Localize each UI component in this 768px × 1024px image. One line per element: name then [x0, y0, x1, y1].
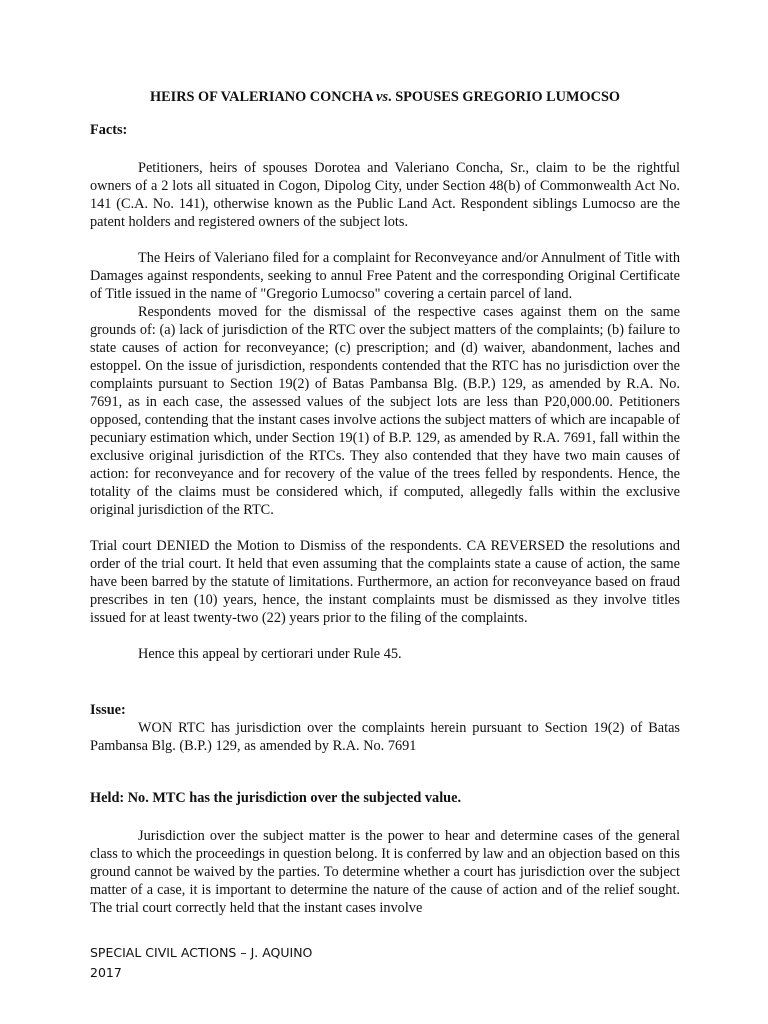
issue-paragraph: WON RTC has jurisdiction over the complaints herein pursuant to Section 19(2) of Batas Pambansa Blg. (B.P.) 129, as amended by R.A. No. 7691 — [90, 720, 680, 754]
facts-paragraph-5: Hence this appeal by certiorari under Rule 45. — [138, 646, 402, 662]
facts-heading: Facts: — [90, 122, 128, 138]
footer-year: 2017 — [90, 965, 122, 980]
facts-paragraph-1: Petitioners, heirs of spouses Dorotea and Valeriano Concha, Sr., claim to be the rightful owners of a 2 lots all situated in Cogon, Dipolog City, under Section 48(b) of Commonwealth Act No. 141 (C.A. No. 141), otherwise known as the Public Land Act. Respondent siblings Lumocso are the patent holders and registered owners of the subject lots. — [90, 160, 680, 230]
issue-heading: Issue: — [90, 702, 126, 718]
case-title-dot: . — [388, 89, 392, 105]
case-title-respondent: SPOUSES GREGORIO LUMOCSO — [395, 89, 621, 105]
held-paragraph: Jurisdiction over the subject matter is the power to hear and determine cases of the general class to which the proceedings in question belong. It is conferred by law and an objection based on this ground cannot be waived by the parties. To determine whether a court has jurisdiction over the subject matter of a case, it is important to determine the nature of the cause of action and of the relief sought. The trial court correctly held that the instant cases involve — [90, 828, 680, 916]
footer-course: SPECIAL CIVIL ACTIONS – J. AQUINO — [90, 945, 313, 960]
case-title — [90, 88, 680, 106]
case-title-petitioner: HEIRS OF VALERIANO CONCHA — [149, 89, 373, 105]
case-title-vs: vs — [376, 89, 389, 105]
held-heading: Held: No. MTC has the jurisdiction over the subjected value. — [90, 790, 462, 806]
facts-paragraph-3: Respondents moved for the dismissal of the respective cases against them on the same grounds of: (a) lack of jurisdiction of the RTC over the subject matters of the complaints; (b) failure to state causes of action for reconveyance; (c) prescription; and (d) waiver, abandonment, laches and estoppel. On the issue of jurisdiction, respondents contended that the RTC has no jurisdiction over the complaints pursuant to Section 19(2) of Batas Pambansa Blg. (B.P.) 129, as amended by R.A. No. 7691, as in each case, the assessed values of the subject lots are less than P20,000.00. Petitioners opposed, contending that the instant cases involve actions the subject matters of which are incapable of pecuniary estimation which, under Section 19(1) of B.P. 129, as amended by R.A. 7691, fall within the exclusive original jurisdiction of the RTCs. They also contended that they have two main causes of action: for reconveyance and for recovery of the value of the trees felled by respondents. Hence, the totality of the claims must be considered which, if computed, allegedly falls within the exclusive original jurisdiction of the RTC. — [90, 304, 680, 518]
facts-paragraph-2: The Heirs of Valeriano filed for a complaint for Reconveyance and/or Annulment of Title with Damages against respondents, seeking to annul Free Patent and the corresponding Original Certificate of Title issued in the name of "Gregorio Lumocso" covering a certain parcel of land. — [90, 250, 680, 302]
page-footer — [90, 943, 312, 983]
document-page — [90, 88, 680, 917]
facts-paragraph-4: Trial court DENIED the Motion to Dismiss of the respondents. CA REVERSED the resolutions and order of the trial court. It held that even assuming that the complaints state a cause of action, the same have been barred by the statute of limitations. Furthermore, an action for reconveyance based on fraud prescribes in ten (10) years, hence, the instant complaints must be dismissed as they involve titles issued for at least twenty-two (22) years prior to the filing of the complaints. — [90, 538, 680, 626]
